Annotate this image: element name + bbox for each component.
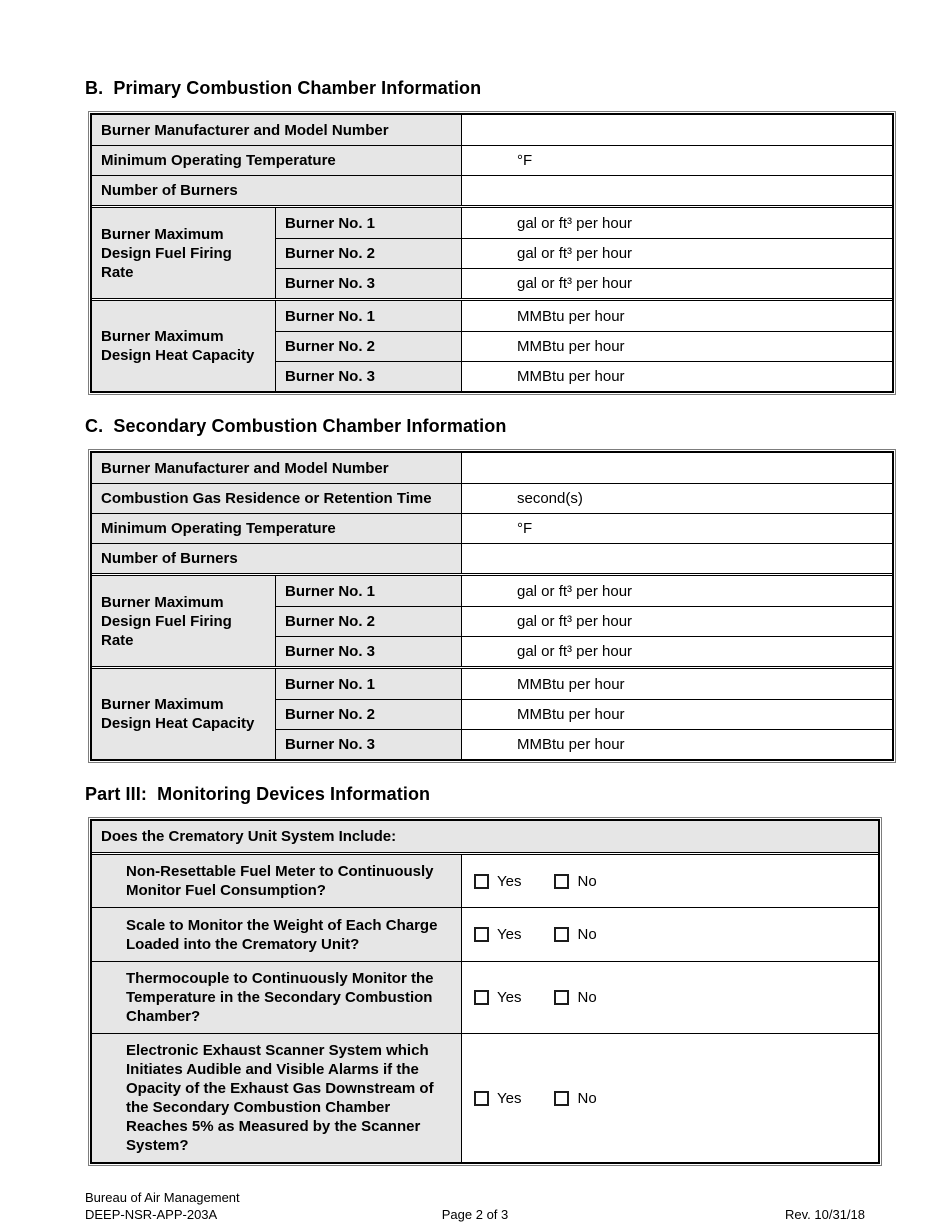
sec-burner-2-heat-capacity-field[interactable] [462, 700, 892, 729]
burner-no-2-label: Burner No. 2 [276, 700, 462, 729]
unit-label: MMBtu per hour [517, 368, 625, 385]
scale-answer-cell [462, 908, 878, 961]
sec-burner-1-fuel-rate-field[interactable] [462, 576, 892, 606]
table-row [92, 175, 892, 205]
burner-no-1-label: Burner No. 1 [276, 208, 462, 238]
thermocouple-yes-checkbox[interactable] [474, 990, 489, 1005]
table-row [92, 115, 892, 145]
fuel-firing-rate-group [92, 205, 892, 298]
unit-label: second(s) [517, 490, 583, 507]
footer-revision-date: Rev. 10/31/18 [785, 1207, 865, 1222]
gas-residence-time-field[interactable] [462, 484, 892, 513]
table-row [92, 513, 892, 543]
table-row [92, 453, 892, 483]
exhaust-scanner-yes-checkbox[interactable] [474, 1091, 489, 1106]
no-label: No [577, 989, 597, 1006]
table-row [276, 669, 892, 699]
exhaust-scanner-answer-cell [462, 1034, 878, 1162]
table-row [276, 331, 892, 361]
thermocouple-answer-cell [462, 962, 878, 1033]
scale-question-label: Scale to Monitor the Weight of Each Charge Loaded into the Crematory Unit? [92, 908, 462, 961]
table-row [276, 576, 892, 606]
burner-2-heat-capacity-field[interactable] [462, 332, 892, 361]
min-operating-temp-field[interactable] [462, 146, 892, 175]
no-label: No [577, 1089, 597, 1107]
burner-no-1-label: Burner No. 1 [276, 576, 462, 606]
burner-no-3-label: Burner No. 3 [276, 730, 462, 759]
monitoring-devices-table [88, 817, 882, 1166]
burner-1-heat-capacity-field[interactable] [462, 301, 892, 331]
primary-combustion-table [88, 111, 896, 395]
section-monitoring-devices [0, 784, 950, 1166]
page-footer [85, 1189, 865, 1223]
thermocouple-no-checkbox[interactable] [554, 990, 569, 1005]
question-row-scale [92, 907, 878, 961]
min-operating-temp-label: Minimum Operating Temperature [92, 514, 462, 543]
table-row [276, 699, 892, 729]
unit-label: MMBtu per hour [517, 675, 625, 693]
question-row-exhaust-scanner [92, 1033, 878, 1162]
fuel-meter-question-label: Non-Resettable Fuel Meter to Continuously Monitor Fuel Consumption? [92, 855, 462, 907]
monitoring-table-header: Does the Crematory Unit System Include: [92, 821, 878, 852]
burner-3-heat-capacity-field[interactable] [462, 362, 892, 391]
secondary-combustion-table [88, 449, 896, 763]
table-row [276, 636, 892, 666]
unit-label: gal or ft³ per hour [517, 275, 633, 292]
burner-no-2-label: Burner No. 2 [276, 607, 462, 636]
exhaust-scanner-question-label: Electronic Exhaust Scanner System which Initiates Audible and Visible Alarms if the Opacity of the Exhaust Gas Downstream of the Secondary Combustion Chamber Reaches 5% as Measured by the Scanner System? [92, 1034, 462, 1162]
unit-label: °F [517, 152, 533, 169]
fuel-firing-rate-group [92, 573, 892, 666]
yes-label: Yes [497, 872, 522, 890]
scale-no-checkbox[interactable] [554, 927, 569, 942]
burner-no-1-label: Burner No. 1 [276, 301, 462, 331]
burner-no-3-label: Burner No. 3 [276, 637, 462, 666]
footer-form-number: DEEP-NSR-APP-203A [85, 1207, 218, 1222]
table-row [276, 208, 892, 238]
fuel-firing-rate-group-label: Burner Maximum Design Fuel Firing Rate [92, 576, 276, 666]
unit-label: MMBtu per hour [517, 736, 625, 753]
sec-number-of-burners-field[interactable] [462, 544, 892, 573]
heat-capacity-group-label: Burner Maximum Design Heat Capacity [92, 669, 276, 759]
yes-label: Yes [497, 989, 522, 1006]
unit-label: MMBtu per hour [517, 706, 625, 723]
sec-burner-2-fuel-rate-field[interactable] [462, 607, 892, 636]
burner-2-fuel-rate-field[interactable] [462, 239, 892, 268]
heat-capacity-group [92, 666, 892, 759]
unit-label: MMBtu per hour [517, 338, 625, 355]
unit-label: gal or ft³ per hour [517, 214, 633, 232]
no-label: No [577, 872, 597, 890]
burner-manufacturer-label: Burner Manufacturer and Model Number [92, 453, 462, 483]
part-iii-heading: Part III: Monitoring Devices Information [85, 784, 431, 804]
unit-label: °F [517, 520, 533, 537]
unit-label: gal or ft³ per hour [517, 643, 633, 660]
exhaust-scanner-no-checkbox[interactable] [554, 1091, 569, 1106]
sec-min-operating-temp-field[interactable] [462, 514, 892, 543]
fuel-meter-no-checkbox[interactable] [554, 874, 569, 889]
section-primary-combustion [0, 78, 950, 395]
unit-label: gal or ft³ per hour [517, 245, 633, 262]
burner-3-fuel-rate-field[interactable] [462, 269, 892, 298]
sec-burner-3-heat-capacity-field[interactable] [462, 730, 892, 759]
table-row [276, 729, 892, 759]
fuel-meter-yes-checkbox[interactable] [474, 874, 489, 889]
section-c-heading: C. Secondary Combustion Chamber Information [85, 416, 507, 436]
table-row [276, 268, 892, 298]
section-b-heading: B. Primary Combustion Chamber Information [85, 78, 482, 98]
burner-no-2-label: Burner No. 2 [276, 332, 462, 361]
gas-residence-time-label: Combustion Gas Residence or Retention Time [92, 484, 462, 513]
question-row-thermocouple [92, 961, 878, 1033]
burner-no-3-label: Burner No. 3 [276, 269, 462, 298]
footer-page-number: Page 2 of 3 [441, 1207, 509, 1222]
unit-label: gal or ft³ per hour [517, 582, 633, 600]
burner-1-fuel-rate-field[interactable] [462, 208, 892, 238]
section-secondary-combustion [0, 416, 950, 763]
thermocouple-question-label: Thermocouple to Continuously Monitor the Temperature in the Secondary Combustion Chamber? [92, 962, 462, 1033]
number-of-burners-label: Number of Burners [92, 176, 462, 205]
yes-label: Yes [497, 926, 522, 943]
question-row-fuel-meter [92, 855, 878, 907]
table-row [276, 606, 892, 636]
heat-capacity-group-label: Burner Maximum Design Heat Capacity [92, 301, 276, 391]
min-operating-temp-label: Minimum Operating Temperature [92, 146, 462, 175]
scale-yes-checkbox[interactable] [474, 927, 489, 942]
number-of-burners-label: Number of Burners [92, 544, 462, 573]
burner-no-2-label: Burner No. 2 [276, 239, 462, 268]
number-of-burners-field[interactable] [462, 176, 892, 205]
table-row [92, 145, 892, 175]
table-row [276, 238, 892, 268]
table-row [92, 483, 892, 513]
burner-manufacturer-field[interactable] [462, 115, 892, 145]
table-row [276, 361, 892, 391]
table-row [92, 543, 892, 573]
fuel-firing-rate-group-label: Burner Maximum Design Fuel Firing Rate [92, 208, 276, 298]
unit-label: gal or ft³ per hour [517, 613, 633, 630]
burner-no-1-label: Burner No. 1 [276, 669, 462, 699]
fuel-meter-answer-cell [462, 855, 878, 907]
no-label: No [577, 926, 597, 943]
table-row [276, 301, 892, 331]
footer-bureau-line: Bureau of Air Management [85, 1190, 240, 1205]
sec-burner-1-heat-capacity-field[interactable] [462, 669, 892, 699]
burner-no-3-label: Burner No. 3 [276, 362, 462, 391]
sec-burner-3-fuel-rate-field[interactable] [462, 637, 892, 666]
burner-manufacturer-label: Burner Manufacturer and Model Number [92, 115, 462, 145]
heat-capacity-group [92, 298, 892, 391]
unit-label: MMBtu per hour [517, 307, 625, 325]
sec-burner-manufacturer-field[interactable] [462, 453, 892, 483]
yes-label: Yes [497, 1089, 522, 1107]
